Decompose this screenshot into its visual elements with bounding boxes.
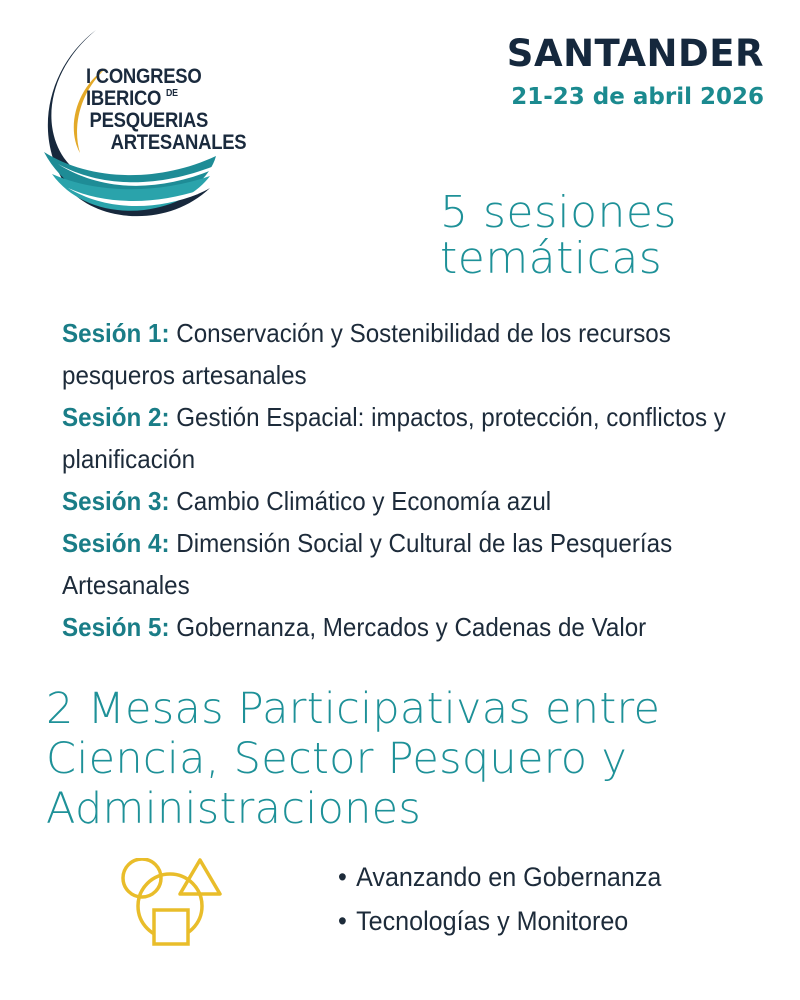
session-text: Dimensión Social y Cultural de las Pesquerías Artesanales xyxy=(62,528,673,600)
session-item xyxy=(62,522,732,606)
session-text: Gestión Espacial: impactos, protección, conflictos y planificación xyxy=(62,402,726,474)
mesas-heading-line-1: 2 Mesas Participativas entre xyxy=(46,684,661,734)
circle-triangle-square-icon xyxy=(118,858,228,948)
sessions-heading xyxy=(440,187,760,284)
logo-line-2 xyxy=(86,88,227,110)
sessions-heading-line-2: temáticas xyxy=(440,233,663,284)
session-label: Sesión 4: xyxy=(62,528,170,558)
session-text: Cambio Climático y Economía azul xyxy=(176,486,552,516)
logo-wordmark xyxy=(86,65,247,155)
session-item xyxy=(62,606,732,648)
mesas-list xyxy=(338,855,747,943)
logo-line-1: I CONGRESO xyxy=(86,65,202,88)
logo-line-4: ARTESANALES xyxy=(110,131,247,155)
congress-logo xyxy=(28,28,247,223)
event-dates: 21-23 de abril 2026 xyxy=(511,84,764,110)
session-item xyxy=(62,396,732,480)
session-item xyxy=(62,480,732,522)
session-text: Gobernanza, Mercados y Cadenas de Valor xyxy=(176,612,647,642)
mesa-item: • Tecnologías y Monitoreo xyxy=(338,899,747,943)
mesas-heading-line-3: Administraciones xyxy=(46,784,422,834)
sessions-list xyxy=(62,312,732,648)
logo-line-2-text: IBERICO xyxy=(86,87,162,111)
session-label: Sesión 2: xyxy=(62,402,170,432)
session-label: Sesión 5: xyxy=(62,612,170,642)
event-city: SANTANDER xyxy=(506,32,764,75)
mesa-item: • Avanzando en Gobernanza xyxy=(338,855,747,899)
mesas-heading xyxy=(46,684,786,834)
sessions-heading-line-1: 5 sesiones xyxy=(440,187,677,238)
mesas-heading-line-2: Ciencia, Sector Pesquero y xyxy=(46,734,628,784)
logo-line-3: PESQUERIAS xyxy=(89,109,209,133)
session-text: Conservación y Sostenibilidad de los recursos pesqueros artesanales xyxy=(62,318,671,390)
session-label: Sesión 3: xyxy=(62,486,170,516)
session-label: Sesión 1: xyxy=(62,318,170,348)
session-item xyxy=(62,312,732,396)
logo-line-2-sup: DE xyxy=(166,88,178,100)
